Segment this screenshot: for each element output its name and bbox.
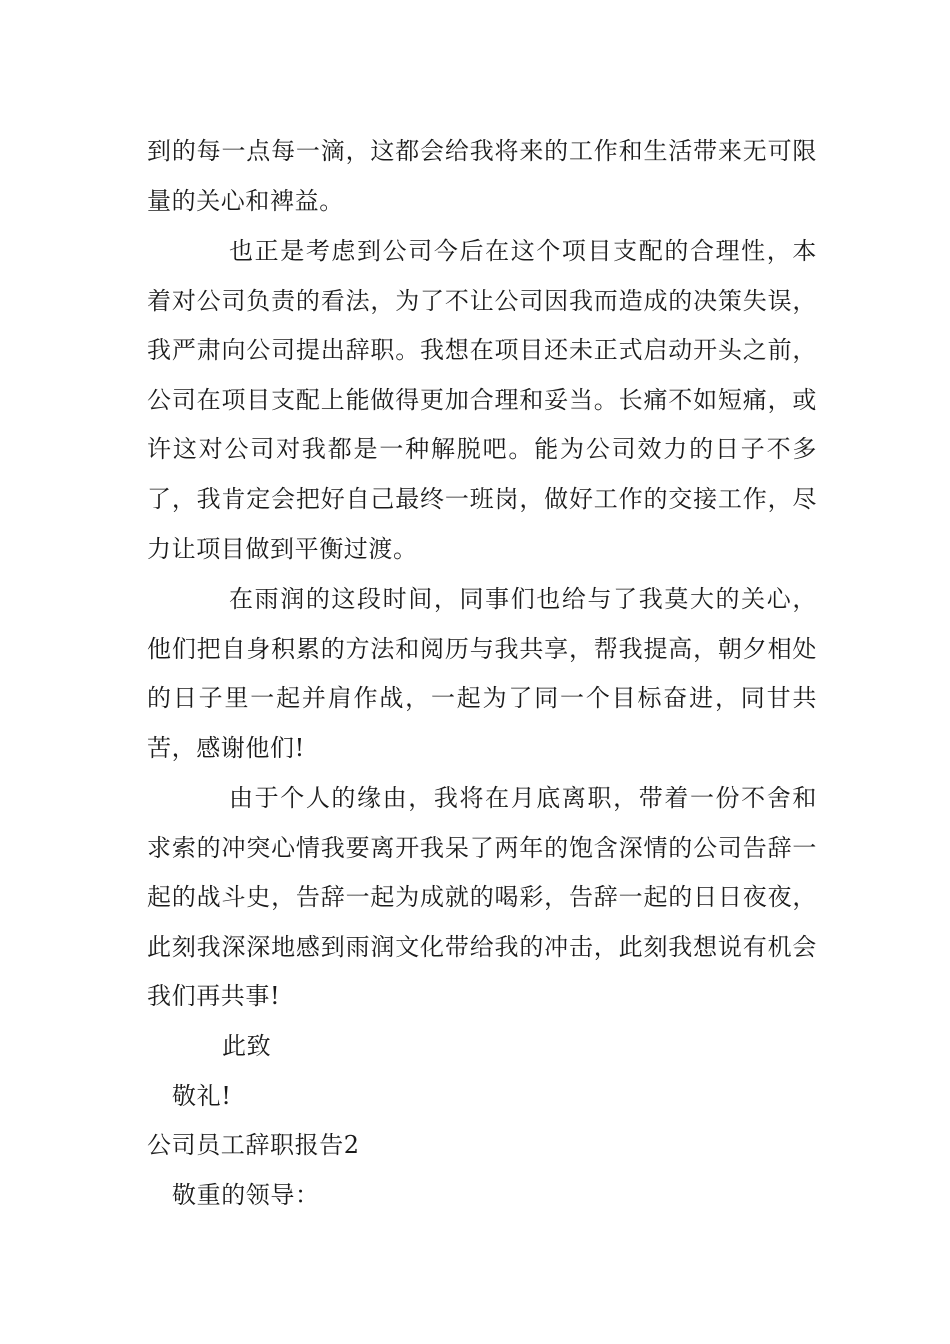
salutation-text: 敬礼! xyxy=(172,1082,232,1110)
paragraph-4: 由于个人的缘由，我将在月底离职，带着一份不舍和求索的冲突心情我要离开我呆了两年的饱含深情的公司告辞一起的战斗史，告辞一起为成就的喝彩，告辞一起的日日夜夜，此刻我深深地感到雨润文化带给我的冲击，此刻我想说有机会我们再共事! xyxy=(147,784,817,1011)
closing-text: 此致 xyxy=(222,1032,272,1060)
greeting-text: 敬重的领导： xyxy=(172,1181,320,1209)
paragraph-3: 在雨润的这段时间，同事们也给与了我莫大的关心，他们把自身积累的方法和阅历与我共享，帮我提高，朝夕相处的日子里一起并肩作战，一起为了同一个目标奋进，同甘共苦，感谢他们! xyxy=(147,585,817,762)
paragraph-1: 到的每一点每一滴，这都会给我将来的工作和生活带来无可限量的关心和裨益。 xyxy=(147,137,817,215)
section-title: 公司员工辞职报告2 xyxy=(147,1131,360,1159)
paragraph-2: 也正是考虑到公司今后在这个项目支配的合理性，本着对公司负责的看法，为了不让公司因我而造成的决策失误，我严肃向公司提出辞职。我想在项目还未正式启动开头之前，公司在项目支配上能做得更加合理和妥当。长痛不如短痛，或许这对公司对我都是一种解脱吧。能为公司效力的日子不多了，我肯定会把好自己最终一班岗，做好工作的交接工作，尽力让项目做到平衡过渡。 xyxy=(147,237,817,563)
